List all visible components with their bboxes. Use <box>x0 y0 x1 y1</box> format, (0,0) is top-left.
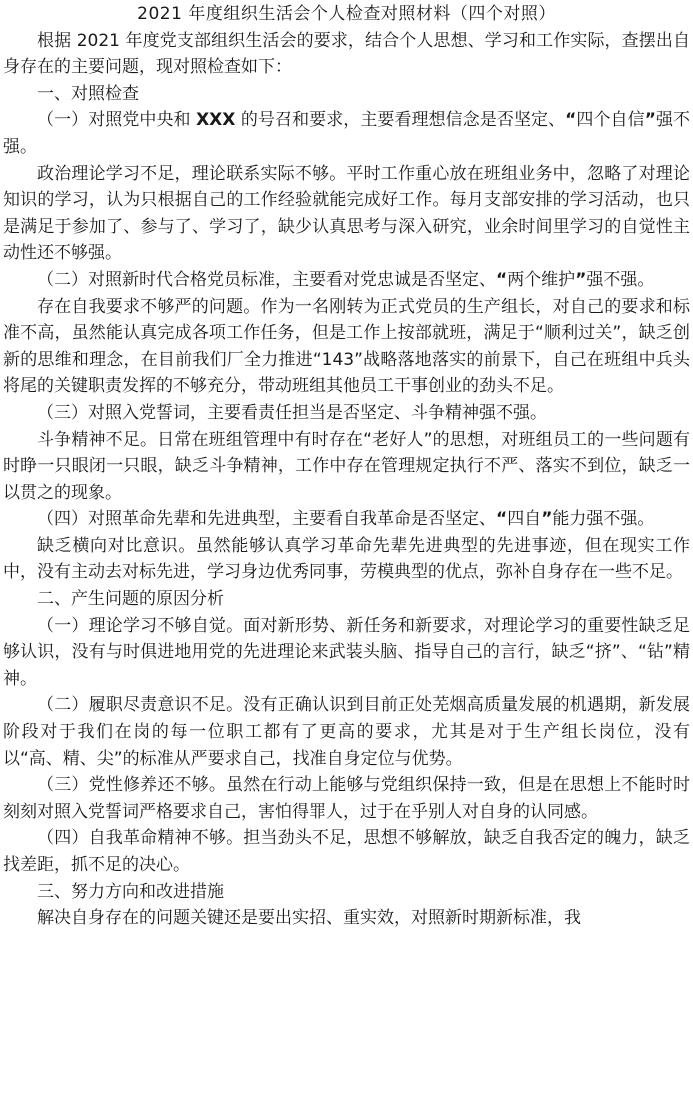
text-run: （二）履职尽责意识不足。没有正确认识到目前正处芜烟高质量发展的机遇期，新发展阶段对于我们在岗的每一位职工都有了更高的要求，尤其是对于生产组长岗位，没有以“高、精、尖”的标准从严要求自己，找准自身定位与优势。 <box>3 695 690 769</box>
text-run: 两个维护 <box>507 269 576 290</box>
paragraph-heading-1 <box>3 81 690 108</box>
text-run: 能力强不强。 <box>552 509 655 530</box>
paragraph-item-1-2 <box>3 267 690 294</box>
paragraph-item-2-3 <box>3 772 690 825</box>
bold-text: “ <box>496 509 508 530</box>
text-run: 四自 <box>507 509 542 530</box>
text-run: 斗争精神不足。日常在班组管理中有时存在“老好人”的思想，对班组员工的一些问题有时睁一只眼闭一只眼，缺乏斗争精神，工作中存在管理规定执行不严、落实不到位，缺乏一以贯之的现象。 <box>3 429 690 503</box>
text-run: （四）自我革命精神不够。担当劲头不足，思想不够解放，缺乏自我否定的魄力，缺乏找差距，抓不足的决心。 <box>3 828 690 875</box>
paragraph-item-3-body <box>3 905 690 932</box>
bold-text: “ <box>496 269 508 290</box>
text-run: （四）对照革命先辈和先进典型，主要看自我革命是否坚定、 <box>37 509 496 530</box>
text-run: 三、努力方向和改进措施 <box>37 881 224 902</box>
bold-text: “ <box>565 110 577 131</box>
paragraph-item-1-1 <box>3 107 690 160</box>
text-run: 强不强。 <box>586 269 655 290</box>
paragraph-intro <box>3 28 690 81</box>
text-run: 解决自身存在的问题关键还是要出实招、重实效，对照新时期新标准，我 <box>37 908 581 929</box>
text-run: 二、产生问题的原因分析 <box>37 589 224 610</box>
paragraph-heading-3 <box>3 879 690 906</box>
text-run: 的号召和要求，主要看理想信念是否坚定、 <box>235 110 566 131</box>
bold-text: XXX <box>196 110 236 131</box>
paragraph-item-1-1-body <box>3 161 690 267</box>
text-run: 四个自信 <box>576 110 645 131</box>
text-run: 强不强。 <box>3 110 691 157</box>
paragraph-item-1-4-body <box>3 533 690 586</box>
text-run: 一、对照检查 <box>37 83 139 104</box>
bold-text: ” <box>575 269 587 290</box>
document-title: 2021 年度组织生活会个人检查对照材料（四个对照） <box>137 4 556 24</box>
bold-text: ” <box>644 110 656 131</box>
document-body <box>3 28 690 932</box>
text-run: 政治理论学习不足，理论联系实际不够。平时工作重心放在班组业务中，忽略了对理论知识的学习，认为只根据自己的工作经验就能完成好工作。每月支部安排的学习活动，也只是满足于参加了、参与了、学习了，缺少认真思考与深入研究，业余时间里学习的自觉性主动性还不够强。 <box>3 163 690 264</box>
text-run: （二）对照新时代合格党员标准，主要看对党忠诚是否坚定、 <box>37 269 496 290</box>
paragraph-item-1-3 <box>3 400 690 427</box>
text-run: 缺乏横向对比意识。虽然能够认真学习革命先辈先进典型的先进事迹，但在现实工作中，没有主动去对标先进，学习身边优秀同事，劳模典型的优点，弥补自身存在一些不足。 <box>3 535 690 583</box>
paragraph-item-2-1 <box>3 613 690 693</box>
paragraph-item-2-2 <box>3 692 690 772</box>
text-run: （三）对照入党誓词，主要看责任担当是否坚定、斗争精神强不强。 <box>37 402 547 423</box>
text-run: （一）对照党中央和 <box>37 110 197 131</box>
paragraph-heading-2 <box>3 586 690 613</box>
paragraph-item-1-4 <box>3 506 690 533</box>
paragraph-item-1-3-body <box>3 427 690 507</box>
paragraph-item-1-2-body <box>3 294 690 400</box>
text-run: 存在自我要求不够严的问题。作为一名刚转为正式党员的生产组长，对自己的要求和标准不高，虽然能认真完成各项工作任务，但是工作上按部就班，满足于“顺利过关”，缺乏创新的思维和理念，在目前我们厂全力推进“143”战略落地落实的前景下，自己在班组中兵头将尾的关键职责发挥的不够充分，带动班组其他员工干事创业的劲头不足。 <box>3 296 690 397</box>
text-run: 根据 2021 年度党支部组织生活会的要求，结合个人思想、学习和工作实际，查摆出自身存在的主要问题，现对照检查如下： <box>3 30 690 78</box>
text-run: （一）理论学习不够自觉。面对新形势、新任务和新要求，对理论学习的重要性缺乏足够认识，没有与时俱进地用党的先进理论来武装头脑、指导自己的言行，缺乏“挤”、“钻”精神。 <box>3 615 690 689</box>
bold-text: ” <box>541 509 553 530</box>
paragraph-item-2-4 <box>3 825 690 878</box>
text-run: （三）党性修养还不够。虽然在行动上能够与党组织保持一致，但是在思想上不能时时刻刻对照入党誓词严格要求自己，害怕得罪人，过于在乎别人对自身的认同感。 <box>3 775 690 822</box>
